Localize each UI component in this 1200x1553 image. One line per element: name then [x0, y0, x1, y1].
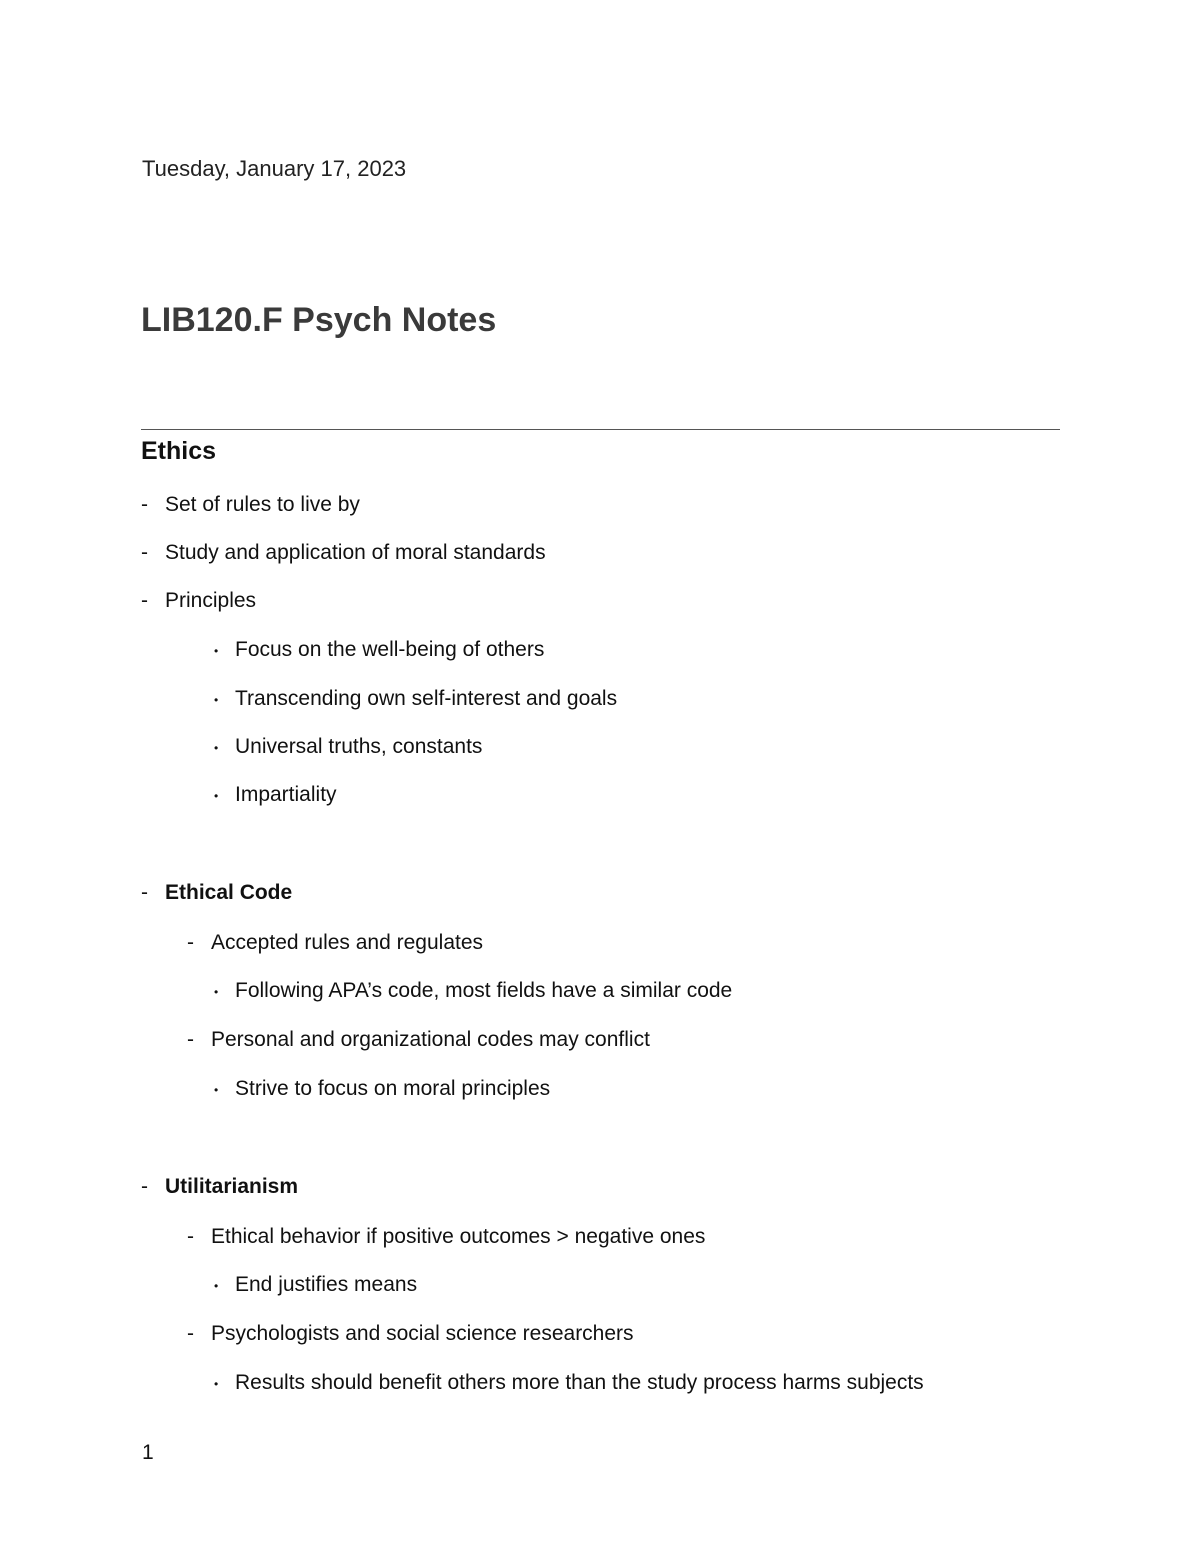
dash-bullet-icon: -: [141, 541, 148, 564]
list-item-text: Study and application of moral standards: [165, 541, 546, 564]
list-item-text: Accepted rules and regulates: [211, 931, 484, 954]
list-item-text: Focus on the well-being of others: [235, 638, 545, 661]
subsection-heading-ethical-code: Ethical Code: [165, 881, 293, 904]
list-item: [214, 1271, 418, 1299]
list-item-text: End justifies means: [235, 1273, 418, 1296]
list-item: [214, 1075, 551, 1103]
dot-bullet-icon: •: [214, 1083, 219, 1097]
dot-bullet-icon: •: [214, 741, 219, 755]
dash-bullet-icon: -: [141, 881, 148, 904]
dot-bullet-icon: •: [214, 985, 219, 999]
list-item: [141, 587, 257, 615]
list-item-text: Transcending own self-interest and goals: [235, 687, 618, 710]
list-item-text: Following APA’s code, most fields have a similar code: [235, 979, 733, 1002]
list-item: [214, 1369, 924, 1397]
page-title: LIB120.F Psych Notes: [141, 301, 497, 339]
dash-bullet-icon: -: [141, 589, 148, 612]
list-item: [214, 781, 337, 809]
list-item: [214, 685, 618, 713]
dash-bullet-icon: -: [187, 1028, 194, 1051]
list-item-text: Principles: [165, 589, 257, 612]
list-item-text: Results should benefit others more than the study process harms subjects: [235, 1371, 924, 1394]
list-item: [141, 539, 546, 567]
list-item: [187, 1026, 650, 1054]
dash-bullet-icon: -: [141, 1175, 148, 1198]
list-item: [187, 1223, 706, 1251]
dot-bullet-icon: •: [214, 789, 219, 803]
list-item: [214, 733, 483, 761]
horizontal-divider: [141, 429, 1060, 430]
list-item-text: Universal truths, constants: [235, 735, 483, 758]
dot-bullet-icon: •: [214, 644, 219, 658]
list-item-text: Psychologists and social science researchers: [211, 1322, 634, 1345]
page-number: 1: [142, 1441, 154, 1464]
dot-bullet-icon: •: [214, 1377, 219, 1391]
section-heading-ethics: Ethics: [141, 437, 217, 465]
note-date: Tuesday, January 17, 2023: [142, 156, 407, 181]
list-item-text: Set of rules to live by: [165, 493, 360, 516]
list-item: [187, 929, 484, 957]
dash-bullet-icon: -: [187, 1225, 194, 1248]
list-item: [141, 491, 360, 519]
list-item: [141, 879, 293, 907]
dash-bullet-icon: -: [187, 1322, 194, 1345]
list-item: [141, 1173, 299, 1201]
list-item: [214, 636, 545, 664]
list-item-text: Impartiality: [235, 783, 337, 806]
list-item: [187, 1320, 634, 1348]
dot-bullet-icon: •: [214, 1279, 219, 1293]
list-item: [214, 977, 733, 1005]
dash-bullet-icon: -: [141, 493, 148, 516]
list-item-text: Strive to focus on moral principles: [235, 1077, 551, 1100]
list-item-text: Personal and organizational codes may conflict: [211, 1028, 650, 1051]
subsection-heading-utilitarianism: Utilitarianism: [165, 1175, 299, 1198]
dash-bullet-icon: -: [187, 931, 194, 954]
list-item-text: Ethical behavior if positive outcomes > negative ones: [211, 1225, 706, 1248]
dot-bullet-icon: •: [214, 693, 219, 707]
